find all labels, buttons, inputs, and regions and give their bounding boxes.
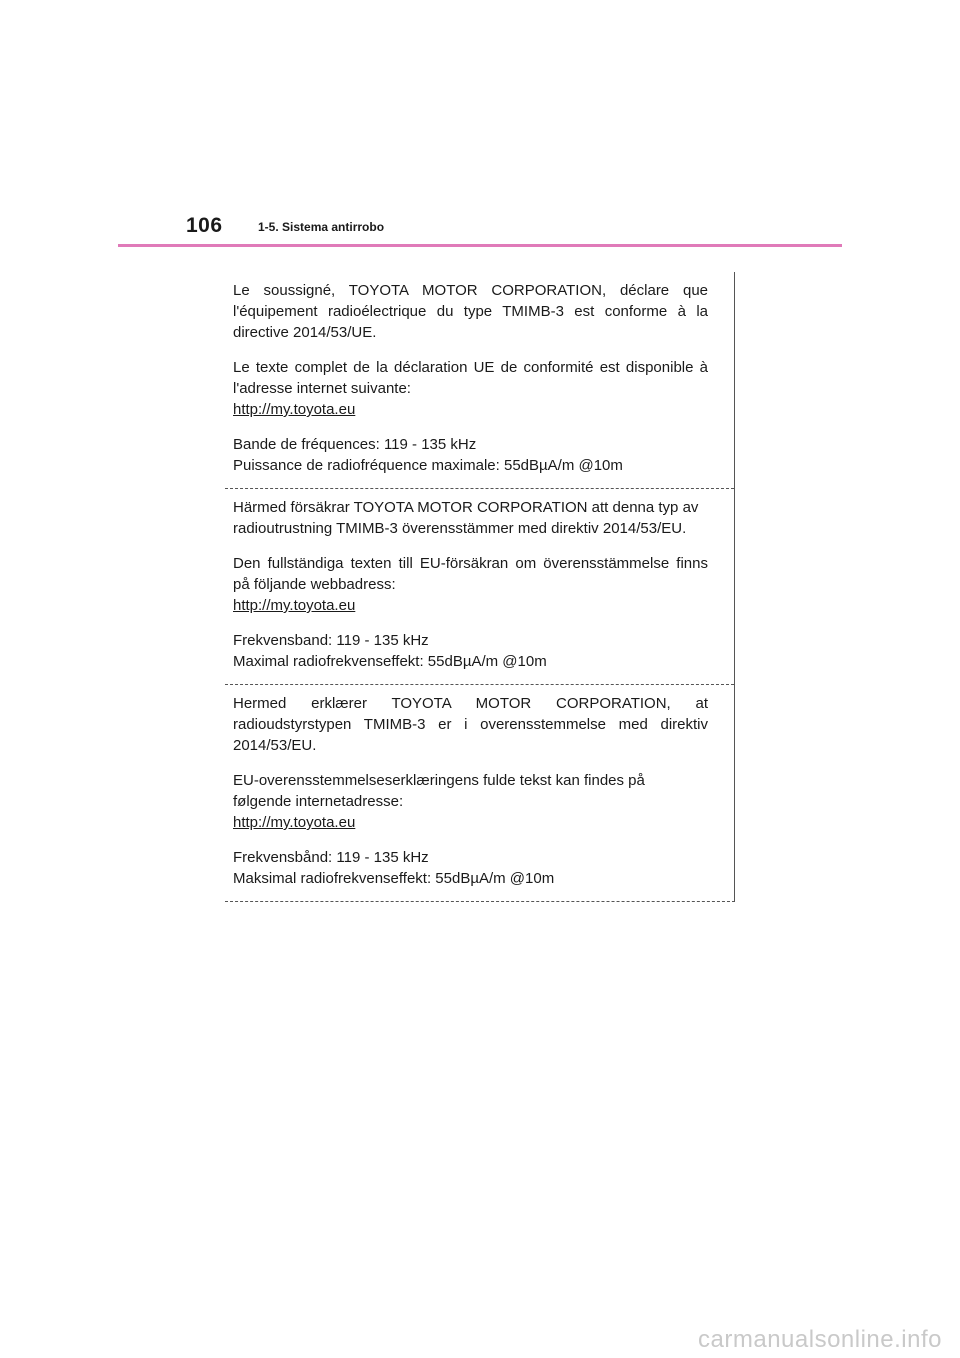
frequency-text: Frekvensbånd: 119 - 135 kHz [233,849,429,866]
declaration-box [225,272,735,902]
power-text: Maximal radiofrekvenseffekt: 55dBµA/m @10m [233,653,547,670]
power-text: Puissance de radiofréquence maximale: 55dBµA/m @10m [233,457,623,474]
frequency-text: Frekvensband: 119 - 135 kHz [233,632,429,649]
availability-text: Le texte complet de la déclaration UE de conformité est disponible à l'adresse internet suivante: [233,359,708,397]
availability-text-line-2: følgende internetadresse: [233,793,404,810]
availability-text-line-1: EU-overensstemmelseserklæringens fulde tekst kan findes på [233,772,645,789]
toyota-url-link[interactable]: http://my.toyota.eu [233,401,356,418]
watermark-text: carmanualsonline.info [698,1326,942,1353]
availability-paragraph [233,357,708,420]
availability-text: Den fullständiga texten till EU-försäkran om överensstämmelse finns på följande webbadress: [233,555,708,593]
spec-paragraph [233,630,708,672]
declaration-text: Härmed försäkrar TOYOTA MOTOR CORPORATION att denna typ av radioutrustning TMIMB-3 överensstämmer med direktiv 2014/53/EU. [233,499,699,537]
toyota-url-link[interactable]: http://my.toyota.eu [233,597,356,614]
power-text: Maksimal radiofrekvenseffekt: 55dBµA/m @10m [233,870,555,887]
spec-paragraph [233,847,708,889]
declaration-text: Hermed erklærer TOYOTA MOTOR CORPORATION, at radioudstyrstypen TMIMB-3 er i overensstemmelse med direktiv 2014/53/EU. [233,695,708,754]
spec-paragraph [233,434,708,476]
availability-paragraph [233,553,708,616]
declaration-block-danish [225,684,734,901]
frequency-text: Bande de fréquences: 119 - 135 kHz [233,436,477,453]
toyota-url-link[interactable]: http://my.toyota.eu [233,814,356,831]
declaration-block-swedish [225,488,734,684]
declaration-block-french [225,272,734,488]
declaration-text: Le soussigné, TOYOTA MOTOR CORPORATION, déclare que l'équipement radioélectrique du type TMIMB-3 est conforme à la directive 2014/53/UE. [233,282,708,341]
section-title: 1-5. Sistema antirrobo [258,220,385,234]
header-rule [118,244,842,247]
availability-paragraph [233,770,708,833]
page-number: 106 [186,214,223,237]
